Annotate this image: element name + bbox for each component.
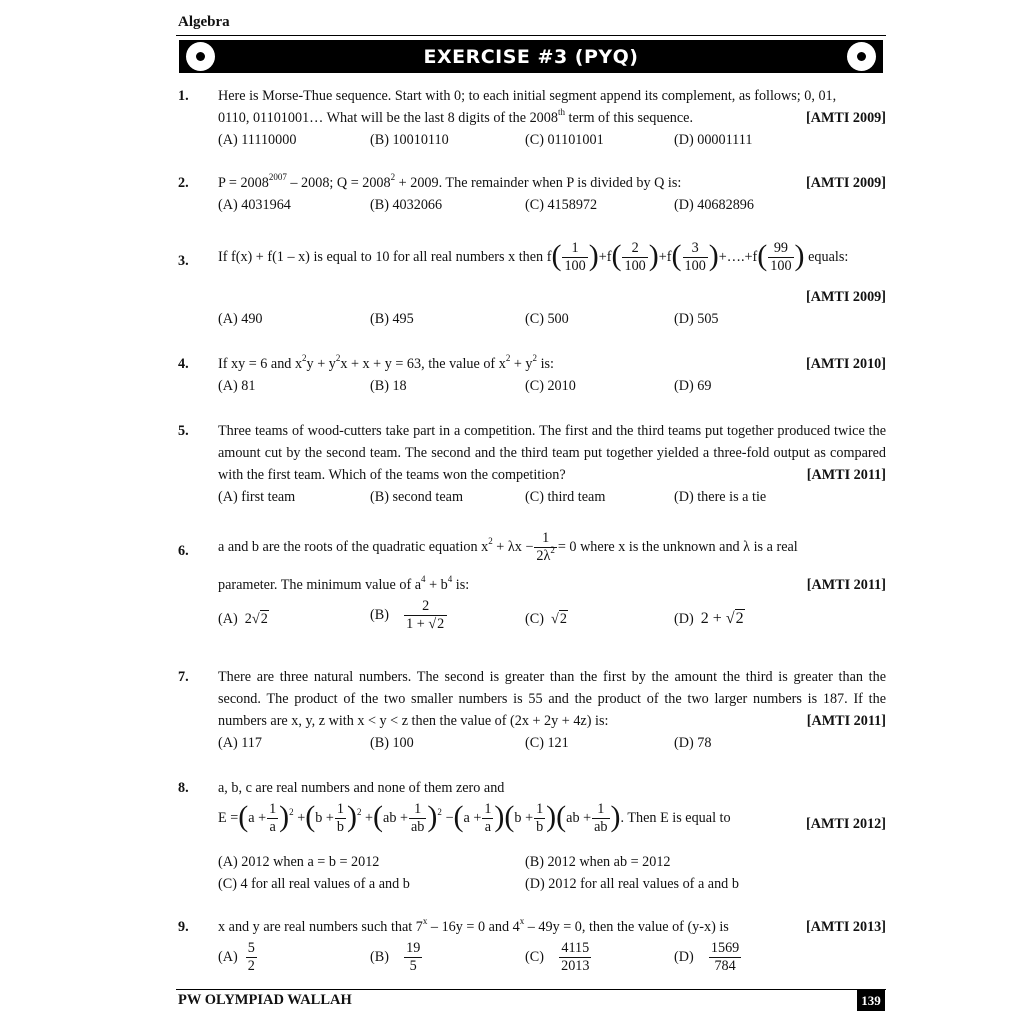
question-9 [178, 916, 886, 982]
source-tag: [AMTI 2013] [806, 919, 886, 935]
option-a: (A) 81 [218, 378, 256, 394]
option-c: (C) 01101001 [525, 132, 604, 148]
question-intro: a, b, c are real numbers and none of them zero and [218, 780, 505, 796]
question-6 [178, 530, 886, 642]
fraction: $\frac{2}{100}$ [624, 240, 646, 274]
question-text: a and b are the roots of the quadratic equation $x^2 + \lambda x$ − $\frac{1}{2\lambda^2}$ = 0 where x is the unknown and λ is a real [218, 530, 798, 564]
question-number: 5. [178, 423, 189, 439]
question-number: 4. [178, 356, 189, 372]
fraction: $\frac{99}{100}$ [770, 240, 792, 274]
option-b: (B) 4032066 [370, 197, 443, 213]
footer-brand: PW OLYMPIAD WALLAH [178, 992, 352, 1008]
source-tag: [AMTI 2012] [806, 816, 886, 832]
option-b: (B) 10010110 [370, 132, 449, 148]
header-subject: Algebra [178, 14, 230, 30]
question-number: 9. [178, 919, 189, 935]
question-8 [178, 777, 886, 895]
header-rule [176, 35, 886, 36]
option-c: (C) 4 for all real values of a and b [218, 876, 410, 892]
option-c: (C) third team [525, 489, 606, 505]
expression: E =(a + $\frac{1}{a}$ )$^2$ +(b + $\frac{1}{b}$ )$^2$ +(ab + $\frac{1}{ab}$ )$^2$ −(a + $\frac{1}{a}$ )(b + $\frac{1}{b}$ )(ab + $\frac{1}{ab}$ ). Then E is equal to [AMTI 2012] [218, 799, 886, 835]
question-4 [178, 353, 886, 397]
banner-title: EXERCISE #3 (PYQ) [423, 45, 639, 68]
option-a: (A) 490 [218, 311, 263, 327]
option-c: (C) 500 [525, 311, 569, 327]
question-text: If f(x) + f(1 – x) is equal to 10 for all real numbers x then f( $\frac{1}{100}$ )+f( $\frac{2}{100}$ )+f( $\frac{3}{100}$ )+….+f( $\frac{99}{100}$ ) equals: [218, 238, 849, 274]
option-a: (A) 11110000 [218, 132, 297, 148]
options [218, 940, 886, 982]
option-c: (C) 121 [525, 735, 569, 751]
options [218, 308, 886, 330]
option-a: (A) 2√2 [218, 611, 268, 627]
options [218, 129, 886, 151]
question-number: 1. [178, 88, 189, 104]
option-b: (B) 2012 when ab = 2012 [525, 854, 671, 870]
source-tag: [AMTI 2011] [806, 713, 886, 729]
option-d: (D) $\frac{1569}{784}$ [674, 940, 740, 974]
source-tag: [AMTI 2009] [806, 289, 886, 305]
option-b: (B) 18 [370, 378, 407, 394]
options [218, 486, 886, 508]
fraction: $\frac{2}{1 + √2}$ [404, 598, 447, 633]
option-b: (B) 495 [370, 311, 414, 327]
question-text: If xy = 6 and $x^2y + y^2x + x + y = 63$, the value of $x^2 + y^2$ is: [AMTI 2010] [218, 353, 886, 375]
ring-icon [186, 42, 215, 71]
question-number: 7. [178, 669, 189, 685]
options [218, 598, 886, 642]
question-number: 6. [178, 543, 189, 559]
footer-rule [176, 989, 886, 990]
option-d: (D) 69 [674, 378, 712, 394]
option-b: (B) second team [370, 489, 463, 505]
question-3 [178, 240, 886, 330]
page-number: 139 [857, 990, 885, 1011]
options-row-1 [218, 851, 886, 873]
options-row-2 [218, 873, 886, 895]
question-text: Here is Morse-Thue sequence. Start with 0; to each initial segment append its complement, as follows; 0, 01, 0110, 01101001… What will be the last 8 digits of the 2008th term of this sequence. [AMTI 2009] [218, 85, 886, 129]
option-b: (B) 100 [370, 735, 414, 751]
source-tag: [AMTI 2011] [806, 577, 886, 593]
option-c: (C) 4158972 [525, 197, 598, 213]
option-c: (C) √2 [525, 611, 567, 627]
options [218, 194, 886, 216]
question-2 [178, 172, 886, 216]
question-number: 2. [178, 175, 189, 191]
option-b: (B) $\frac{2}{1 + √2}$ [370, 598, 448, 633]
question-1 [178, 85, 886, 151]
option-d: (D) 2012 for all real values of a and b [525, 876, 739, 892]
question-number: 8. [178, 780, 189, 796]
option-b: (B) $\frac{19}{5}$ [370, 940, 421, 974]
source-tag: [AMTI 2009] [806, 175, 886, 191]
ring-icon [847, 42, 876, 71]
option-d: (D) 505 [674, 311, 719, 327]
source-tag: [AMTI 2011] [806, 467, 886, 483]
exercise-banner [179, 40, 883, 73]
option-a: (A) first team [218, 489, 296, 505]
question-5 [178, 420, 886, 508]
options [218, 732, 886, 754]
option-d: (D) 40682896 [674, 197, 754, 213]
question-text: $P = 2008^{2007} - 2008$; $Q = 2008^2 + 2009$. The remainder when P is divided by Q is: [AMTI 2009] [218, 172, 886, 194]
option-a: (A) 4031964 [218, 197, 291, 213]
fraction: $\frac{3}{100}$ [684, 240, 706, 274]
option-c: (C) 2010 [525, 378, 576, 394]
option-d: (D) there is a tie [674, 489, 767, 505]
source-tag: [AMTI 2010] [806, 356, 886, 372]
option-c: (C) $\frac{4115}{2013}$ [525, 940, 590, 974]
question-text: There are three natural numbers. The second is greater than the first by the amount the third is greater than the second. The product of the two smaller numbers is 55 and the product of the two larger numbers is 187. If the numbers are x, y, z with x < y < z then the value of (2x + 2y + 4z) is: [AMTI 2011] [218, 666, 886, 732]
option-d: (D) 2 + √2 [674, 610, 744, 627]
source-tag: [AMTI 2009] [806, 110, 886, 126]
question-text: x and y are real numbers such that 7$^x$ – 16y = 0 and 4$^x$ – 49y = 0, then the value of (y-x) is [AMTI 2013] [218, 916, 886, 938]
option-d: (D) 78 [674, 735, 712, 751]
options [218, 375, 886, 397]
option-a: (A) $\frac{5}{2}$ [218, 940, 255, 974]
fraction: $\frac{1}{100}$ [564, 240, 586, 274]
option-d: (D) 00001111 [674, 132, 753, 148]
question-text-line-2: parameter. The minimum value of $a^4 + b^4$ is: [AMTI 2011] [218, 574, 886, 596]
question-text: Three teams of wood-cutters take part in a competition. The first and the third teams put together produced twice the amount cut by the second team. The second and the third team put together yielded a three-fold output as compared with the first team. Which of the teams won the competition? [AMTI 2011] [218, 420, 886, 486]
option-a: (A) 117 [218, 735, 262, 751]
question-number: 3. [178, 253, 189, 269]
question-7 [178, 666, 886, 754]
fraction: $\frac{1}{2\lambda^2}$ [536, 530, 555, 564]
option-a: (A) 2012 when a = b = 2012 [218, 854, 380, 870]
